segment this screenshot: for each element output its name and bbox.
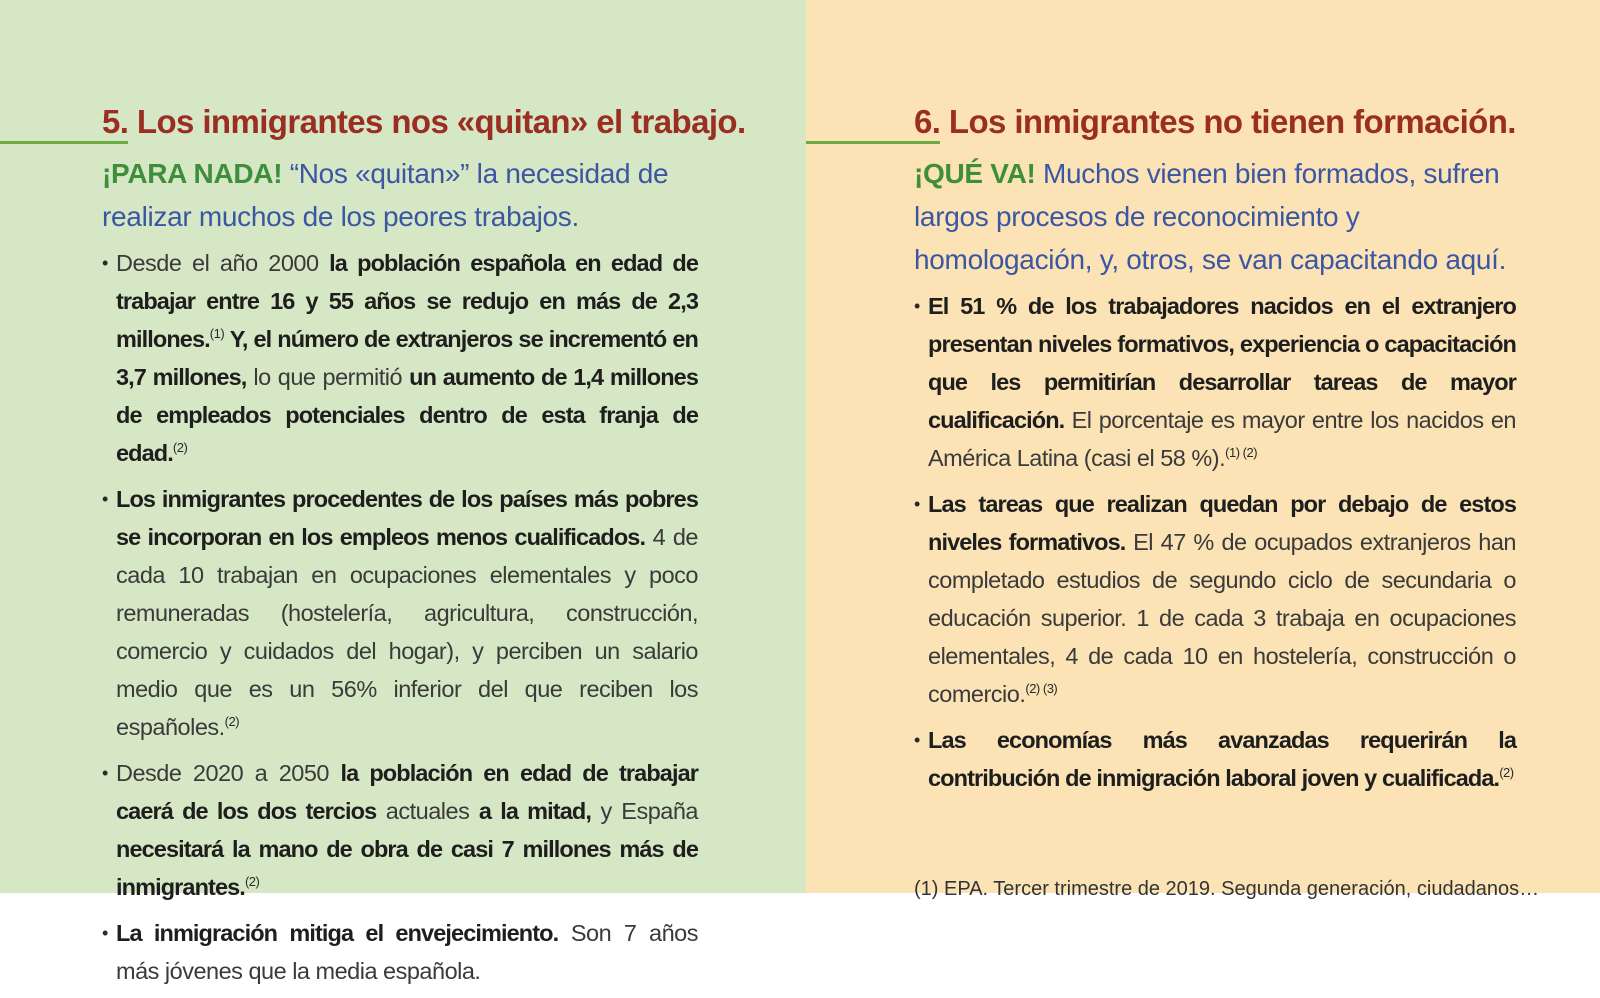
- lead-paragraph: [914, 152, 1516, 281]
- text: El porcentaje es mayor entre los nacidos en América Latina (casi el 58 %).: [928, 407, 1516, 471]
- lead-text: “Nos «quitan»” la necesidad de realizar muchos de los peores trabajos.: [102, 158, 669, 232]
- bold-text: La inmigración mitiga el envejecimiento.: [116, 920, 559, 946]
- bullet-item: [102, 480, 698, 746]
- bullet-item: [102, 244, 698, 472]
- bold-text: El 51 % de los trabajadores nacidos en el extranjero presentan niveles formativos, experiencia o capacitación que les permitirían desarrollar tareas de mayor cualificación.: [928, 293, 1516, 433]
- bullet-item: [914, 287, 1516, 477]
- lead-text: Muchos vienen bien formados, sufren largos procesos de reconocimiento y homologación, y, otros, se van capacitando aquí.: [914, 158, 1507, 275]
- section-title: 5. Los inmigrantes nos «quitan» el trabajo.: [102, 103, 746, 140]
- footnote-ref: (2): [244, 874, 260, 890]
- bold-text: Las economías más avanzadas requerirán la contribución de inmigración laboral joven y cualificada.: [928, 727, 1516, 791]
- bold-text: necesitará la mano de obra de casi 7 millones más de inmigrantes.: [116, 836, 698, 900]
- footnote: (1) EPA. Tercer trimestre de 2019. Segunda generación, ciudadanos…: [914, 878, 1540, 900]
- text: y España: [590, 798, 699, 824]
- right-panel: [806, 0, 1600, 900]
- bold-text: la población en edad de trabajar caerá de los dos tercios: [116, 760, 698, 824]
- bold-text: Y, el número de extranjeros se incrementó en 3,7 millones,: [116, 326, 698, 390]
- text: lo que permitió: [246, 364, 410, 390]
- left-column: [102, 96, 746, 998]
- footnote-ref: (2): [224, 714, 240, 730]
- text: 4 de cada 10 trabajan en ocupaciones elementales y poco remuneradas (hostelería, agricultura, construcción, comercio y cuidados del hogar), y perciben un salario medio que es un 56% inferior del que reciben los españoles.: [116, 524, 698, 740]
- bullet-item: [914, 721, 1516, 797]
- footnote-ref: (2): [172, 440, 188, 456]
- footnote-ref: (1) (2): [1225, 445, 1258, 461]
- footnote-ref: (2) (3): [1025, 681, 1058, 697]
- text: Son 7 años más jóvenes que la media española.: [116, 920, 698, 984]
- lead-paragraph: [102, 152, 698, 238]
- bullet-list: [914, 287, 1516, 797]
- bullet-item: [102, 914, 698, 990]
- section-title: 6. Los inmigrantes no tienen formación.: [914, 103, 1516, 140]
- text: Desde 2020 a 2050: [116, 760, 341, 786]
- footnote-ref: (1): [209, 326, 225, 342]
- bold-text: Las tareas que realizan quedan por debajo de estos niveles formativos.: [928, 491, 1516, 555]
- bold-text: Los inmigrantes procedentes de los países más pobres se incorporan en los empleos menos cualificados.: [116, 486, 698, 550]
- right-column: [914, 96, 1516, 805]
- bold-text: a la mitad,: [478, 798, 591, 824]
- lead-keyword: ¡PARA NADA!: [102, 158, 283, 189]
- text: actuales: [376, 798, 479, 824]
- text: Desde el año 2000: [116, 250, 330, 276]
- bullet-item: [102, 754, 698, 906]
- bold-text: la población española en edad de trabajar entre 16 y 55 años se redujo en más de 2,3 millones.: [116, 250, 699, 352]
- lead-keyword: ¡QUÉ VA!: [914, 158, 1036, 189]
- footnote-ref: (2): [1499, 765, 1514, 781]
- text: El 47 % de ocupados extranjeros han completado estudios de segundo ciclo de secundaria o educación superior. 1 de cada 3 trabaja en ocupaciones elementales, 4 de cada 10 en hostelería, construcción o comercio.: [928, 529, 1516, 707]
- left-panel: [0, 0, 806, 984]
- bold-text: un aumento de 1,4 millones de empleados potenciales dentro de esta franja de edad.: [116, 364, 698, 466]
- bullet-item: [914, 485, 1516, 713]
- bullet-list: [102, 244, 698, 990]
